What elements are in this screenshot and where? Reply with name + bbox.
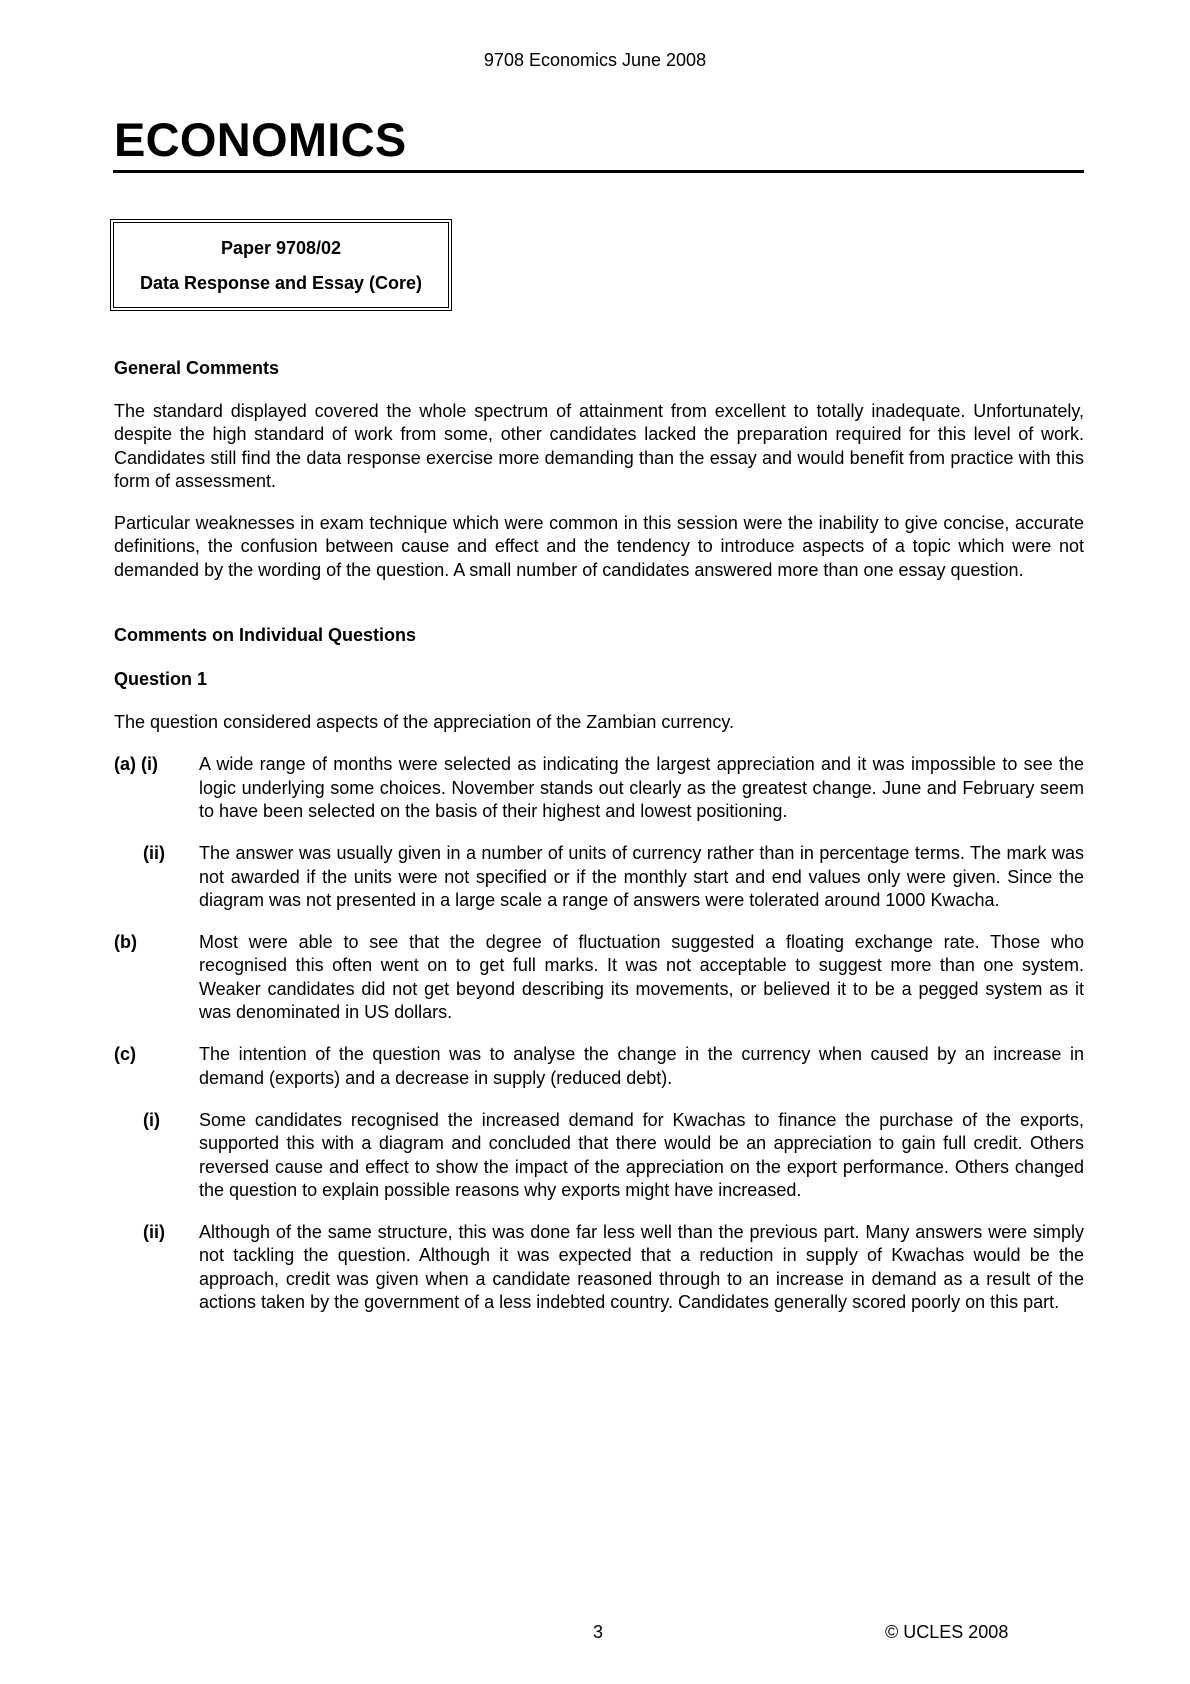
general-comments-heading: General Comments <box>114 358 280 378</box>
paper-code: Paper 9708/02 <box>220 238 342 258</box>
item-text: Some candidates recognised the increased demand for Kwachas to finance the purchase of the exports, supported this with a diagram and concluded that there would be an appreciation to gain full credit. Others reversed cause and effect to show the impact of the appreciation on the export performance. Others changed the question to explain possible reasons why exports might have increased. <box>199 1109 1084 1200</box>
item-label: (a) (i) <box>114 754 158 775</box>
page-title: ECONOMICS <box>114 113 407 166</box>
question-1-intro: The question considered aspects of the appreciation of the Zambian currency. <box>114 712 735 733</box>
item-label: (ii) <box>143 1222 165 1243</box>
title-rule <box>113 170 1084 173</box>
copyright-notice: © UCLES 2008 <box>885 1622 1009 1642</box>
item-label: (c) <box>114 1044 136 1065</box>
page-number: 3 <box>592 1622 603 1642</box>
general-paragraph-1: The standard displayed covered the whole spectrum of attainment from excellent to totally inadequate. Unfortunately, despite the high standard of work from some, other candidates lacked the preparation required for this level of work. Candidates still find the data response exercise more demanding than the essay and would benefit from practice with this form of assessment. <box>114 401 1084 491</box>
answer-item-c-ii <box>114 1221 1084 1314</box>
answer-item-c-i <box>114 1109 1084 1202</box>
paper-title: Data Response and Essay (Core) <box>139 273 423 293</box>
item-label: (ii) <box>143 843 165 864</box>
answer-item-a-i <box>114 753 1084 823</box>
running-header: 9708 Economics June 2008 <box>483 50 707 70</box>
item-text: Most were able to see that the degree of fluctuation suggested a floating exchange rate. Those who recognised this often went on to get full marks. It was not acceptable to suggest more than one system. Weaker candidates did not get beyond describing its movements, or believed it to be a pegged system as it was denominated in US dollars. <box>199 932 1084 1023</box>
item-text: The intention of the question was to analyse the change in the currency when caused by an increase in demand (exports) and a decrease in supply (reduced debt). <box>199 1044 1084 1088</box>
item-label: (i) <box>143 1109 160 1130</box>
item-text: A wide range of months were selected as indicating the largest appreciation and it was impossible to see the logic underlying some choices. November stands out clearly as the greatest change. June and February seem to have been selected on the basis of their highest and lowest positioning. <box>199 754 1084 821</box>
item-text: The answer was usually given in a number of units of currency rather than in percentage terms. The mark was not awarded if the units were not specified or if the monthly start and end values only were given. Since the diagram was not presented in a large scale a range of answers were tolerated around 1000 Kwacha. <box>199 843 1084 910</box>
general-paragraph-2: Particular weaknesses in exam technique which were common in this session were the inability to give concise, accurate definitions, the confusion between cause and effect and the tendency to introduce aspects of a topic which were not demanded by the wording of the question. A small number of candidates answered more than one essay question. <box>114 513 1084 580</box>
answer-item-c <box>114 1043 1084 1090</box>
report-content <box>114 357 1084 1314</box>
answer-item-b <box>114 931 1084 1024</box>
item-text: Although of the same structure, this was done far less well than the previous part. Many answers were simply not tackling the question. Although it was expected that a reduction in supply of Kwachas would be the approach, credit was given when a candidate reasoned through to an increase in demand as a result of the actions taken by the government of a less indebted country. Candidates generally scored poorly on this part. <box>199 1222 1084 1313</box>
answer-item-a-ii <box>114 842 1084 912</box>
individual-comments-heading: Comments on Individual Questions <box>114 625 417 646</box>
question-1-heading: Question 1 <box>114 669 208 690</box>
item-label: (b) <box>114 932 137 953</box>
paper-info-box <box>110 219 452 311</box>
